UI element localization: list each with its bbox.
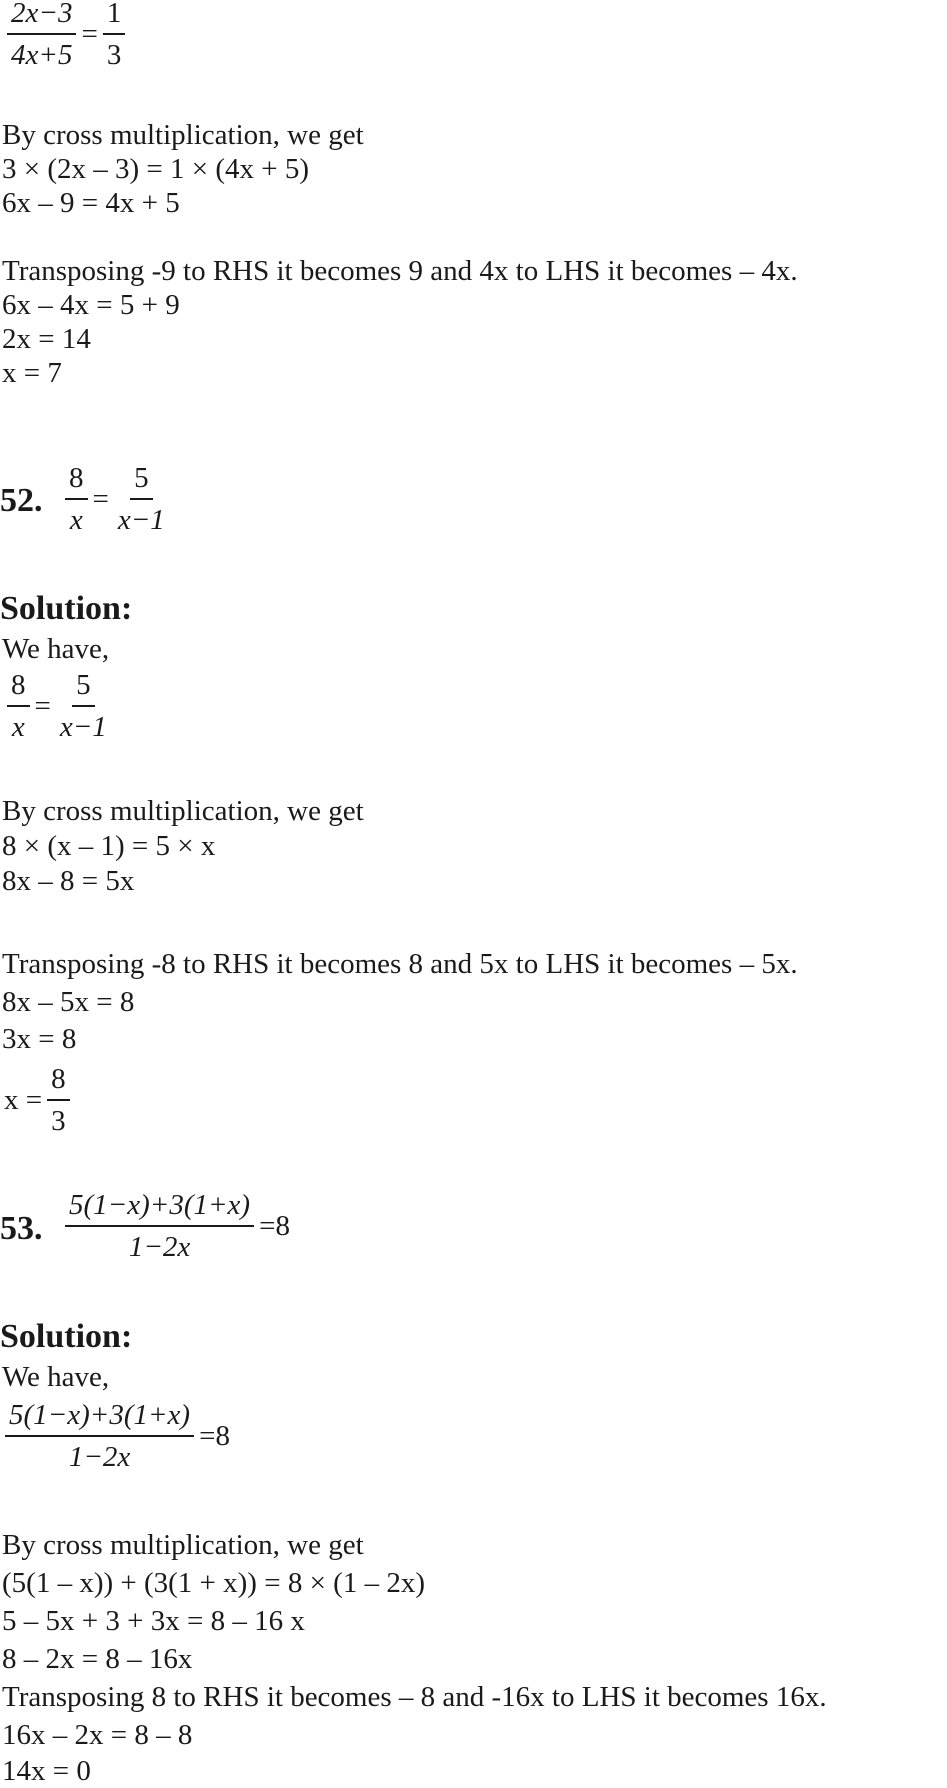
equation-line: 3 × (2x – 3) = 1 × (4x + 5) xyxy=(2,153,310,185)
q52-restated-equation xyxy=(4,668,114,744)
q53-numerator: 5(1−x)+3(1+x) xyxy=(65,1188,254,1227)
q52-rhs-fraction xyxy=(114,461,169,537)
q52-lhs-numerator: 8 xyxy=(65,461,88,500)
top-lhs-numerator: 2x−3 xyxy=(7,0,76,35)
q53-denominator: 1−2x xyxy=(128,1231,191,1263)
q52-restated-lhs-fraction xyxy=(7,668,30,744)
text-line: By cross multiplication, we get xyxy=(2,1529,364,1561)
q52-rhs-numerator: 5 xyxy=(130,461,153,500)
q52-rhs-denominator: x−1 xyxy=(117,504,165,536)
question-53-equation xyxy=(62,1188,292,1264)
equation-line: 5 – 5x + 3 + 3x = 8 – 16 x xyxy=(2,1605,305,1637)
q53-restated-numerator: 5(1−x)+3(1+x) xyxy=(5,1398,194,1437)
q53-restated-equation xyxy=(2,1398,232,1474)
q52-answer xyxy=(2,1062,73,1138)
q53-fraction xyxy=(65,1188,254,1264)
equation-line: 14x = 0 xyxy=(2,1755,91,1787)
q52-lhs-fraction xyxy=(65,461,88,537)
equation-line: 8x – 8 = 5x xyxy=(2,865,135,897)
solution-heading: Solution: xyxy=(0,1318,133,1355)
q52-lhs-denominator: x xyxy=(69,504,83,536)
text-line: Transposing 8 to RHS it becomes – 8 and -16x to LHS it becomes 16x. xyxy=(2,1681,827,1713)
q52-restated-equals-sign: = xyxy=(34,689,51,722)
q52-restated-rhs-denominator: x−1 xyxy=(59,711,107,743)
text-line: We have, xyxy=(2,633,110,665)
question-number-53: 53. xyxy=(0,1210,43,1247)
text-line: We have, xyxy=(2,1361,110,1393)
equation-line: 16x – 2x = 8 – 8 xyxy=(2,1719,193,1751)
q52-equals-sign: = xyxy=(92,482,109,515)
q52-restated-lhs-denominator: x xyxy=(11,711,25,743)
text-line: Transposing -8 to RHS it becomes 8 and 5x to LHS it becomes – 5x. xyxy=(2,948,798,980)
equation-line: 8 – 2x = 8 – 16x xyxy=(2,1643,193,1675)
solution-heading: Solution: xyxy=(0,590,133,627)
equation-line: 3x = 8 xyxy=(2,1023,77,1055)
q52-answer-lhs: x = xyxy=(4,1083,43,1116)
q53-restated-denominator: 1−2x xyxy=(68,1441,131,1473)
q52-restated-lhs-numerator: 8 xyxy=(7,668,30,707)
q52-answer-fraction xyxy=(47,1062,70,1138)
q53-restated-fraction xyxy=(5,1398,194,1474)
top-rhs-numerator: 1 xyxy=(103,0,126,35)
text-line: By cross multiplication, we get xyxy=(2,795,364,827)
q53-restated-rhs: =8 xyxy=(199,1419,230,1452)
top-lhs-fraction xyxy=(7,0,76,72)
q53-rhs: =8 xyxy=(259,1209,290,1242)
equation-line: 8x – 5x = 8 xyxy=(2,986,135,1018)
equation-line: (5(1 – x)) + (3(1 + x)) = 8 × (1 – 2x) xyxy=(2,1567,425,1599)
q52-answer-denominator: 3 xyxy=(51,1105,66,1137)
question-number-52: 52. xyxy=(0,482,43,519)
q52-answer-numerator: 8 xyxy=(47,1062,70,1101)
equation-line: 2x = 14 xyxy=(2,323,91,355)
top-lhs-denominator: 4x+5 xyxy=(11,39,73,71)
top-equation xyxy=(4,0,128,72)
equation-line: 6x – 4x = 5 + 9 xyxy=(2,289,180,321)
top-equals-sign: = xyxy=(81,17,98,50)
question-52-equation xyxy=(62,461,172,537)
equation-line: 8 × (x – 1) = 5 × x xyxy=(2,830,216,862)
q52-restated-rhs-fraction xyxy=(56,668,111,744)
text-line: Transposing -9 to RHS it becomes 9 and 4x to LHS it becomes – 4x. xyxy=(2,255,798,287)
top-rhs-fraction xyxy=(103,0,126,72)
equation-line: x = 7 xyxy=(2,357,62,389)
top-rhs-denominator: 3 xyxy=(106,39,122,71)
equation-line: 6x – 9 = 4x + 5 xyxy=(2,187,180,219)
q52-restated-rhs-numerator: 5 xyxy=(72,668,95,707)
text-line: By cross multiplication, we get xyxy=(2,119,364,151)
